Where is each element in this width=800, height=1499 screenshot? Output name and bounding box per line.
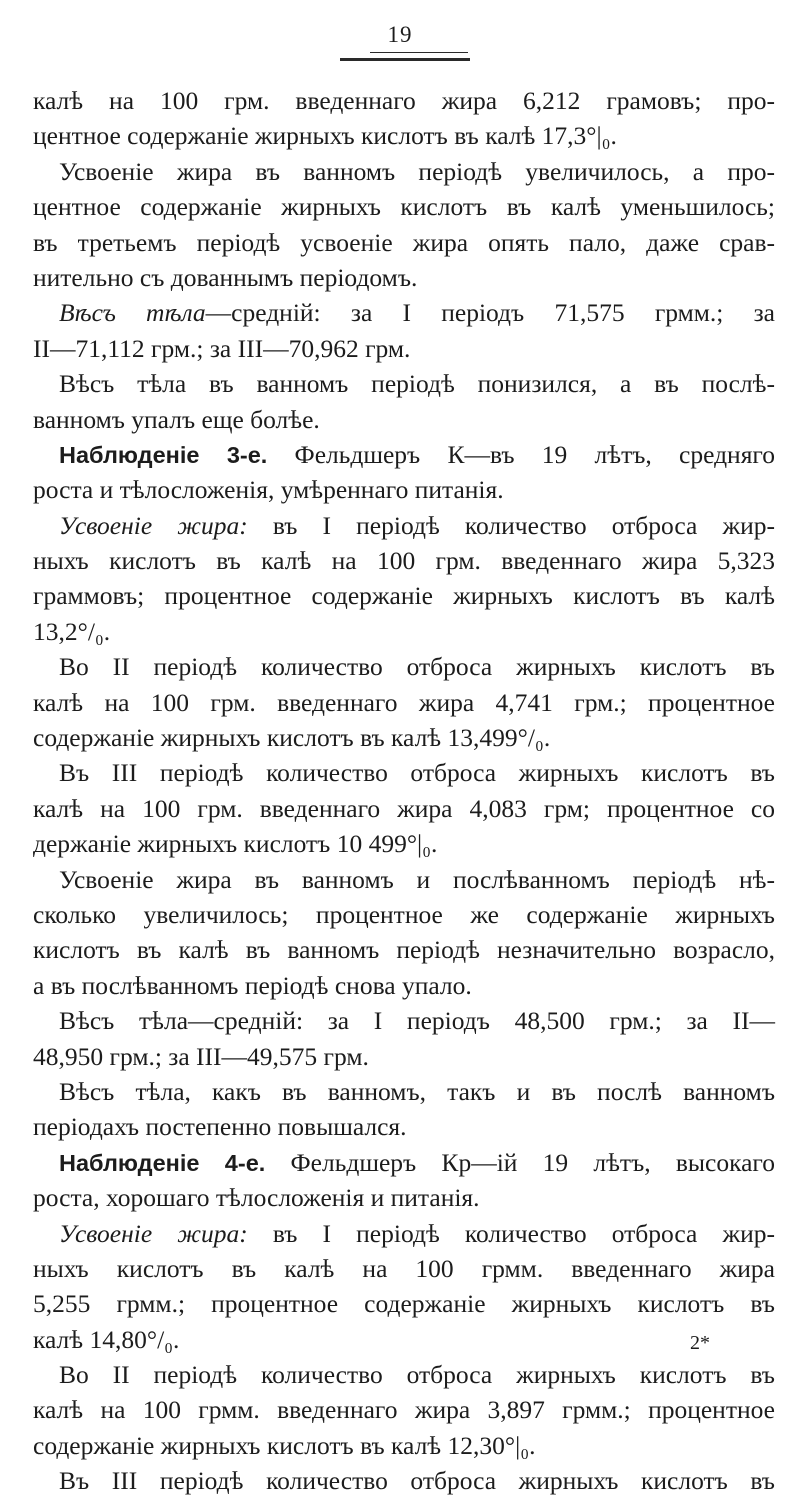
line-text: II—71,112 грм.; за III—70,962 грм.	[33, 333, 411, 363]
line-text: содержаніе жирныхъ кислотъ въ калѣ 13,499°/₀.	[33, 723, 551, 753]
text-line	[33, 472, 775, 507]
line-text: держаніе жирныхъ кислотъ 10 499°|₀.	[33, 829, 438, 859]
text-line	[33, 791, 775, 826]
text-line	[33, 862, 775, 897]
line-text: граммовъ; процентное содержаніе жирныхъ кислотъ въ калѣ	[33, 581, 775, 611]
line-text: калѣ на 100 грм. введеннаго жира 4,741 грм.; процентное	[33, 687, 775, 717]
text-line	[33, 189, 775, 224]
text-line	[33, 932, 775, 967]
header-rule-thin	[370, 52, 468, 53]
text-line	[33, 260, 775, 295]
text-line	[33, 826, 775, 861]
line-text: калѣ на 100 грм. введеннаго жира 6,212 грамовъ; про-	[33, 86, 775, 115]
text-line	[33, 755, 775, 790]
line-text: калѣ 14,80°/₀.	[33, 1324, 180, 1354]
line-text: Вѣсъ тѣла, какъ въ ванномъ, такъ и въ послѣ ванномъ	[59, 1076, 775, 1106]
text-line	[33, 1286, 775, 1321]
text-line	[33, 154, 775, 189]
line-text: центное содержаніе жирныхъ кислотъ въ калѣ уменьшилось;	[33, 192, 775, 222]
text-line	[33, 437, 775, 472]
line-text: въ I періодѣ количество отброса жир-	[247, 510, 775, 540]
text-line	[33, 1251, 775, 1286]
line-text: а въ послѣванномъ періодѣ снова упало.	[33, 970, 472, 1000]
line-text: —средній: за I періодъ 71,575 грмм.; за	[205, 298, 776, 328]
line-text: 5,255 грмм.; процентное содержаніе жирныхъ кислотъ въ	[33, 1289, 775, 1319]
text-line	[33, 1003, 775, 1038]
line-text: Въ III періодѣ количество отброса жирныхъ кислотъ въ	[59, 758, 775, 788]
line-text: ныхъ кислотъ въ калѣ на 100 грмм. введеннаго жира	[33, 1253, 775, 1283]
text-line	[33, 1180, 775, 1215]
italic-lead: Усвоеніе жира:	[59, 1218, 248, 1248]
text-line	[33, 685, 775, 720]
italic-lead: Вѣсъ тѣла	[59, 298, 206, 328]
line-text: Усвоеніе жира въ ванномъ и послѣванномъ періодѣ нѣ-	[59, 864, 775, 894]
text-line	[33, 508, 775, 543]
text-line	[33, 1357, 775, 1392]
text-line	[33, 968, 775, 1003]
line-text: Фельдшеръ К—въ 19 лѣтъ, средняго	[267, 439, 776, 469]
text-line	[33, 578, 775, 613]
printer-signature: 2*	[690, 1332, 710, 1354]
text-line	[33, 1145, 775, 1180]
line-text: роста, хорошаго тѣлосложенія и питанія.	[33, 1183, 480, 1213]
text-line	[33, 720, 775, 755]
line-text: Вѣсъ тѣла—средній: за I періодъ 48,500 грм.; за II—	[59, 1006, 775, 1036]
header-rule	[340, 58, 470, 61]
line-text: въ I періодѣ количество отброса жир-	[247, 1218, 775, 1248]
line-text: центное содержаніе жирныхъ кислотъ въ калѣ 17,3°|₀.	[33, 121, 617, 151]
line-text: калѣ на 100 грмм. введеннаго жира 3,897 грмм.; процентное	[33, 1395, 775, 1425]
text-line	[33, 1428, 775, 1463]
section-heading: Наблюденіе 3-е.	[59, 441, 268, 468]
line-text: ныхъ кислотъ въ калѣ на 100 грм. введеннаго жира 5,323	[33, 546, 775, 576]
line-text: Въ III періодѣ количество отброса жирныхъ кислотъ въ	[59, 1466, 775, 1496]
text-line	[33, 1463, 775, 1498]
line-text: нительно съ дованнымъ періодомъ.	[33, 262, 418, 292]
text-line	[33, 118, 775, 153]
text-line	[33, 1216, 775, 1251]
page-number: 19	[387, 22, 413, 47]
line-text: калѣ на 100 грм. введеннаго жира 4,083 грм; процентное со	[33, 793, 775, 823]
line-text: Фельдшеръ Кр—ій 19 лѣтъ, высокаго	[265, 1147, 775, 1177]
text-line	[33, 897, 775, 932]
text-line	[33, 1074, 775, 1109]
line-text: 13,2°/₀.	[33, 616, 111, 646]
text-line	[33, 649, 775, 684]
line-text: въ третьемъ періодѣ усвоеніе жира опять пало, даже срав-	[33, 227, 775, 257]
line-text: ванномъ упалъ еще болѣе.	[33, 404, 320, 434]
text-line	[33, 83, 775, 118]
text-line	[33, 402, 775, 437]
line-text: Вѣсъ тѣла въ ванномъ періодѣ понизился, а въ послѣ-	[59, 369, 775, 399]
text-line	[33, 1322, 775, 1357]
italic-lead: Усвоеніе жира:	[59, 510, 248, 540]
section-heading: Наблюденіе 4-е.	[59, 1149, 266, 1176]
line-text: періодахъ постепенно повышался.	[33, 1112, 407, 1142]
text-line	[33, 1392, 775, 1427]
line-text: роста и тѣлосложенія, умѣреннаго питанія.	[33, 475, 504, 505]
text-line	[33, 1039, 775, 1074]
text-line	[33, 366, 775, 401]
text-line	[33, 225, 775, 260]
line-text: 48,950 грм.; за III—49,575 грм.	[33, 1041, 369, 1071]
line-text: Усвоеніе жира въ ванномъ періодѣ увеличилось, а про-	[59, 156, 775, 186]
body-text	[33, 83, 775, 1499]
text-line	[33, 614, 775, 649]
line-text: Во II періодѣ количество отброса жирныхъ кислотъ въ	[59, 1360, 775, 1390]
line-text: Во II періодѣ количество отброса жирныхъ кислотъ въ	[59, 652, 775, 682]
line-text: кислотъ въ калѣ въ ванномъ періодѣ незначительно возрасло,	[33, 935, 775, 965]
line-text: сколько увеличилось; процентное же содержаніе жирныхъ	[33, 899, 775, 929]
line-text: содержаніе жирныхъ кислотъ въ калѣ 12,30°|₀.	[33, 1430, 536, 1460]
text-line	[33, 295, 775, 330]
text-line	[33, 543, 775, 578]
text-line	[33, 331, 775, 366]
text-line	[33, 1109, 775, 1144]
